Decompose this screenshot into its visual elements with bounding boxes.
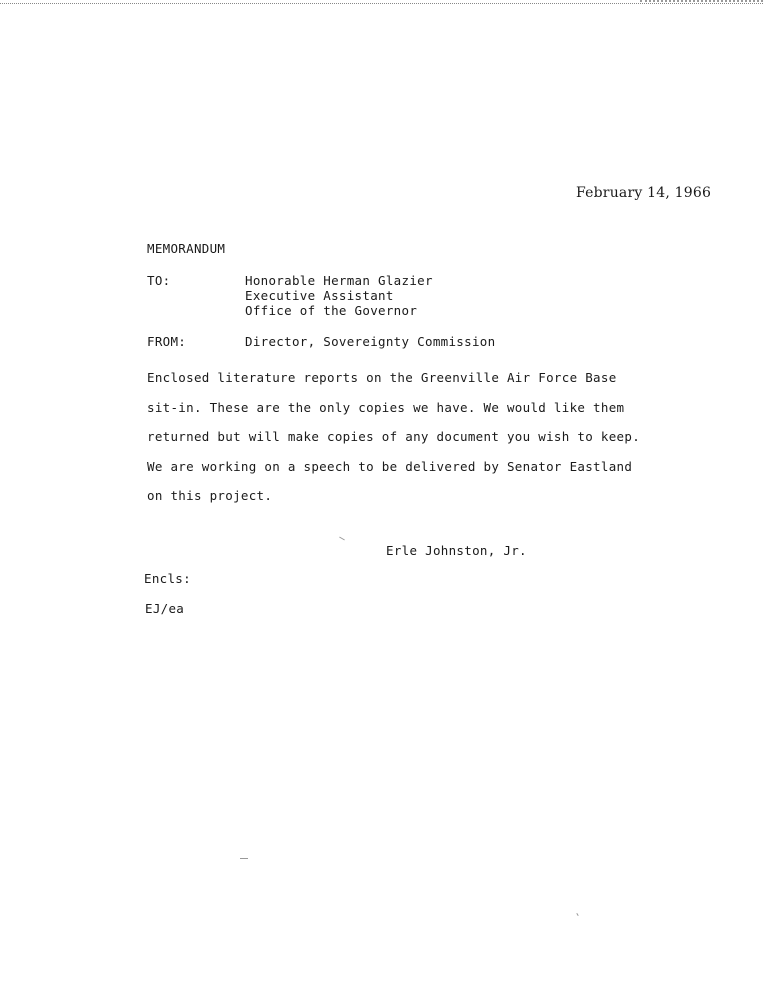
memo-body bbox=[147, 363, 640, 511]
paper-speck bbox=[339, 537, 345, 541]
sender: Director, Sovereignty Commission bbox=[245, 334, 496, 349]
recipient-office: Office of the Governor bbox=[245, 303, 418, 318]
body-line: on this project. bbox=[147, 488, 273, 503]
typist-initials: EJ/ea bbox=[145, 601, 185, 616]
to-label: TO: bbox=[147, 273, 171, 288]
memo-heading: MEMORANDUM bbox=[147, 241, 226, 256]
paper-speck bbox=[240, 858, 248, 859]
memo-date: February 14, 1966 bbox=[576, 185, 712, 201]
signature: Erle Johnston, Jr. bbox=[386, 543, 527, 558]
from-label: FROM: bbox=[147, 334, 187, 349]
body-line: sit-in. These are the only copies we have. We would like them bbox=[147, 399, 625, 415]
recipient-name: Honorable Herman Glazier bbox=[245, 273, 433, 288]
body-line: returned but will make copies of any document you wish to keep. bbox=[147, 429, 641, 444]
top-border-line bbox=[0, 3, 763, 4]
recipient-title: Executive Assistant bbox=[245, 288, 394, 303]
body-line: Enclosed literature reports on the Greenville Air Force Base bbox=[147, 370, 617, 385]
enclosures-note: Encls: bbox=[144, 571, 191, 586]
top-right-edge-marks bbox=[640, 0, 763, 2]
recipient-block bbox=[245, 273, 433, 318]
paper-speck bbox=[576, 913, 578, 916]
body-line: We are working on a speech to be delivered by Senator Eastland bbox=[147, 458, 633, 474]
